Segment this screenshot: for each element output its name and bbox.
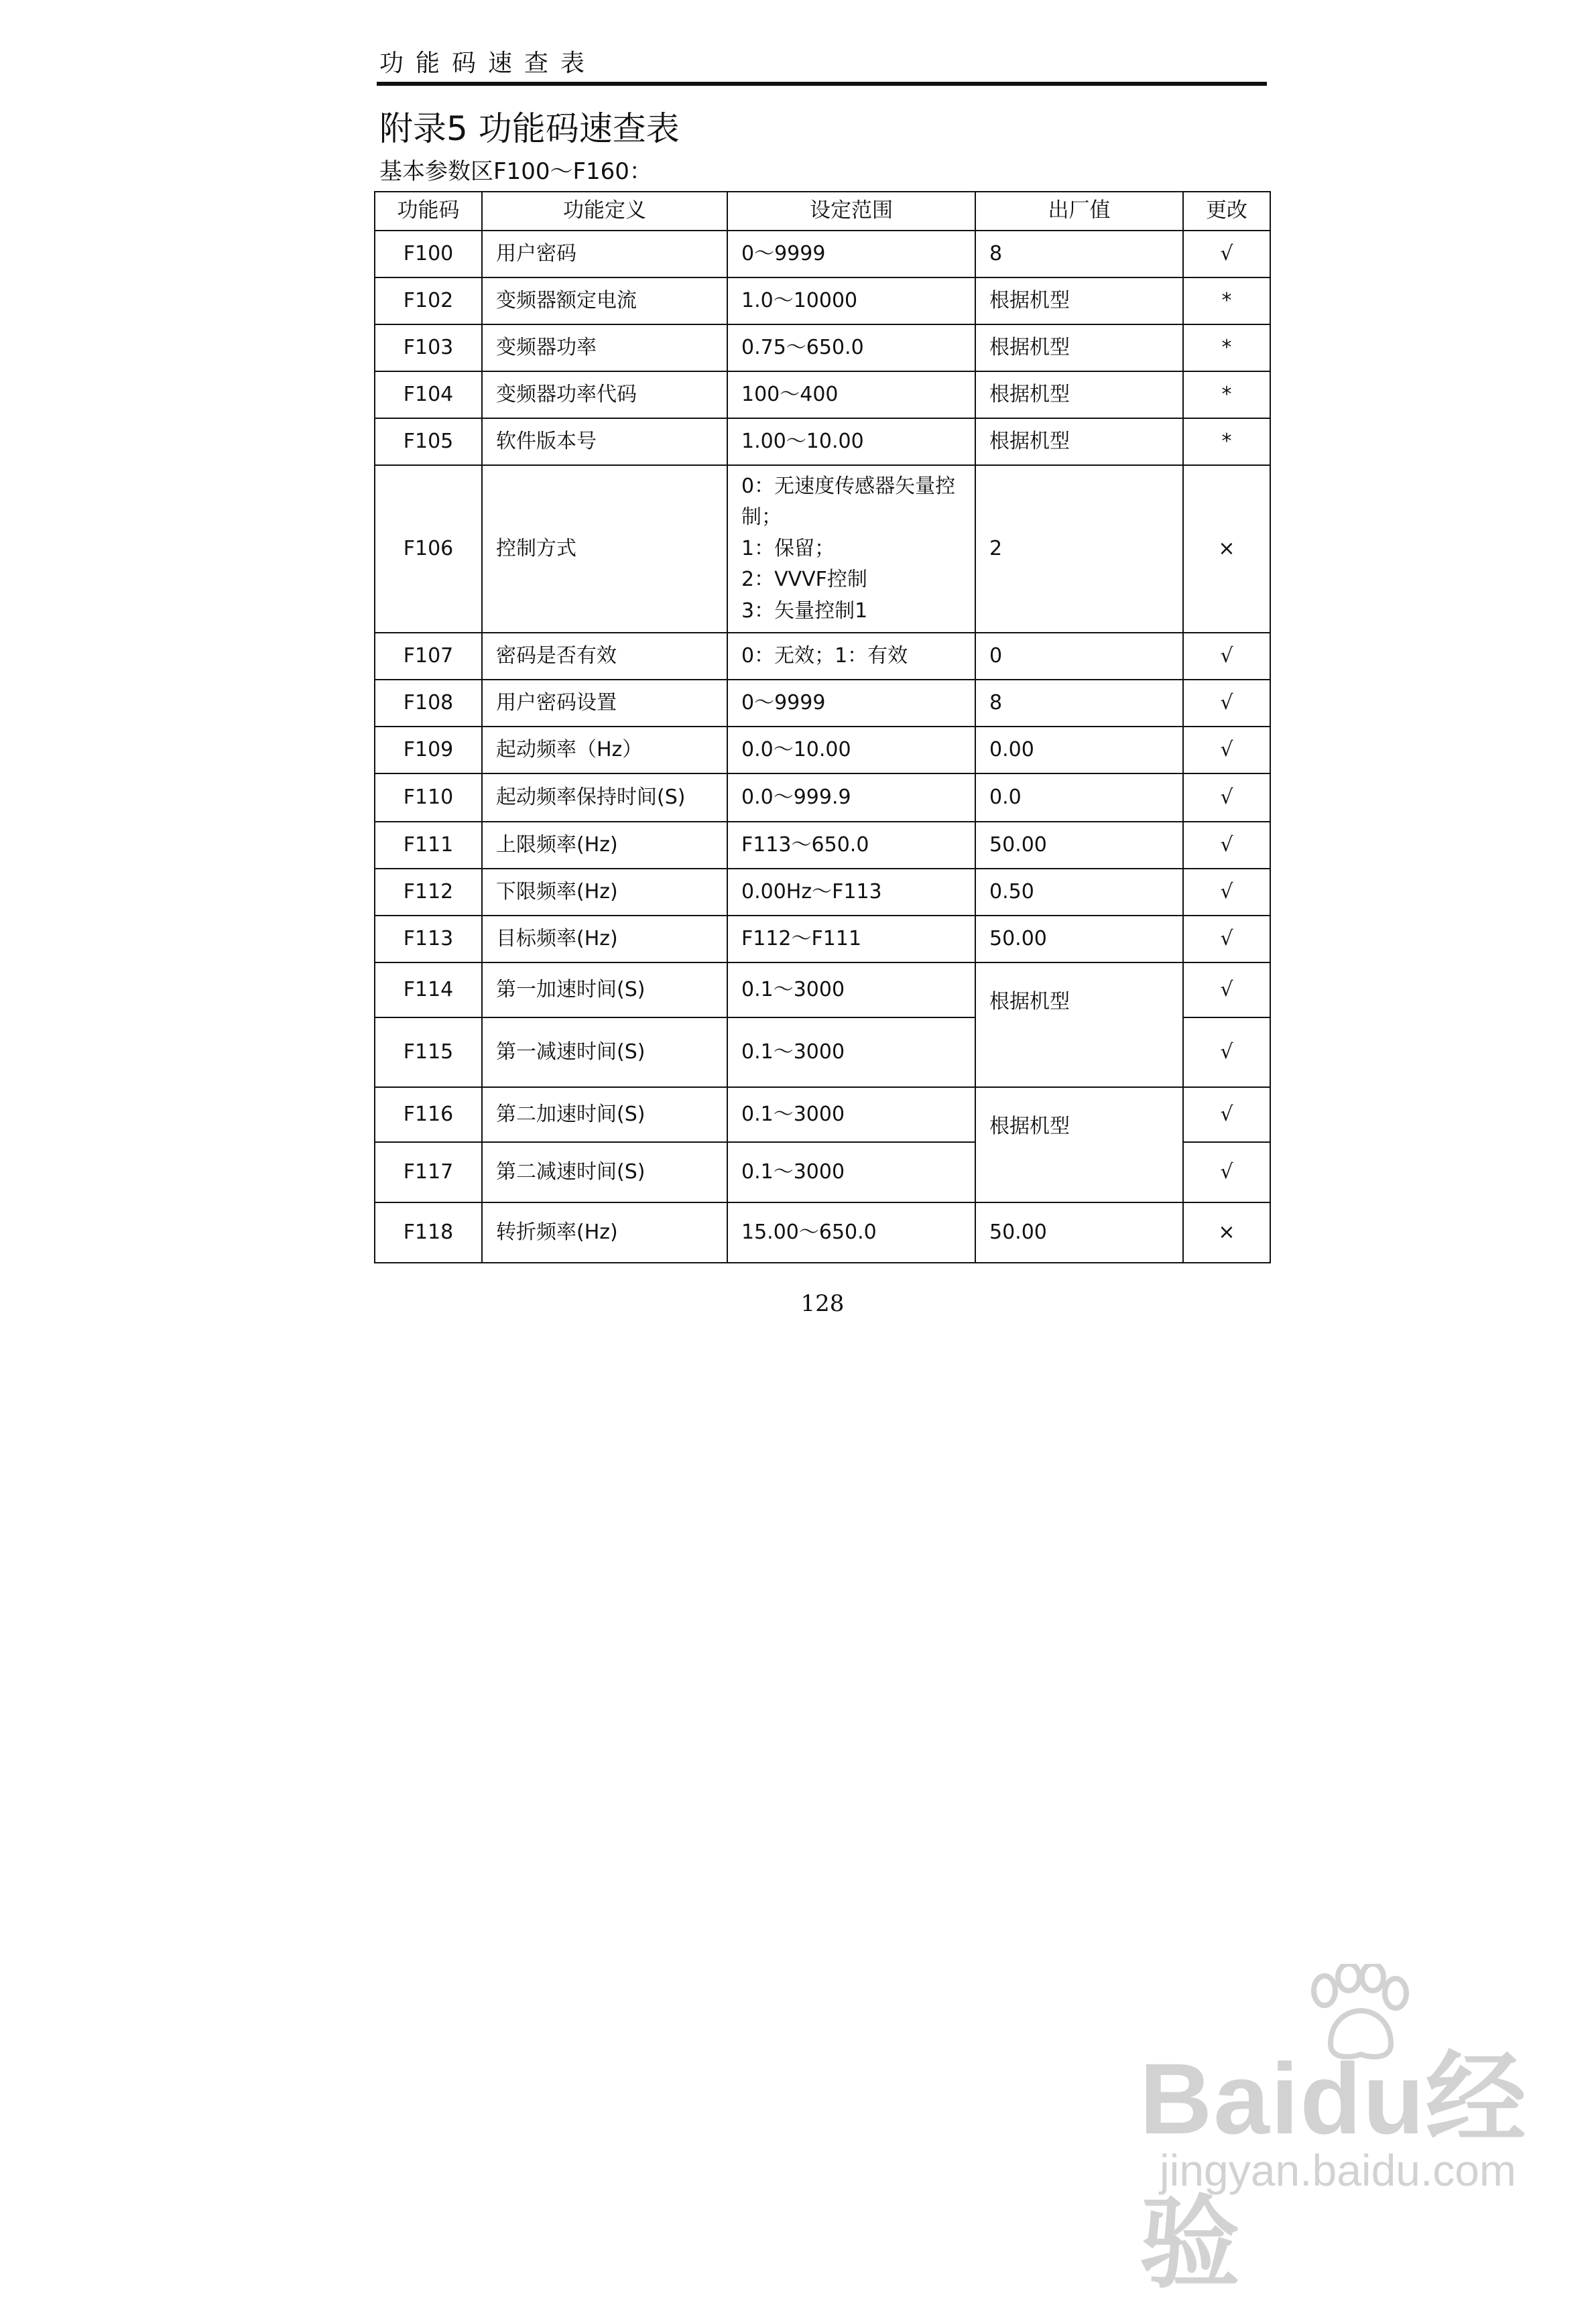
cell-code: F108 [375, 680, 482, 727]
range-line: 1：保留； [741, 536, 835, 560]
table-row [375, 277, 1270, 324]
cell-range: 0.1～3000 [727, 1087, 975, 1142]
table-row [375, 633, 1270, 680]
cell-default: 8 [975, 231, 1183, 277]
header-code: 功能码 [375, 192, 482, 231]
table-row [375, 962, 1270, 1017]
cell-definition: 变频器额定电流 [482, 277, 727, 324]
header-default: 出厂值 [975, 192, 1183, 231]
table-row [375, 465, 1270, 633]
table-row [375, 869, 1270, 916]
cell-modify: * [1183, 418, 1270, 465]
cell-modify: × [1183, 1202, 1270, 1263]
cell-code: F105 [375, 418, 482, 465]
cell-definition: 变频器功率代码 [482, 371, 727, 418]
cell-modify: √ [1183, 727, 1270, 773]
cell-default-merged: 根据机型 [975, 962, 1183, 1087]
cell-modify: √ [1183, 1017, 1270, 1087]
cell-code: F112 [375, 869, 482, 916]
cell-code: F118 [375, 1202, 482, 1263]
cell-modify: * [1183, 371, 1270, 418]
table-row [375, 324, 1270, 371]
table-row [375, 727, 1270, 773]
cell-range: 0.0～999.9 [727, 773, 975, 822]
cell-modify: × [1183, 465, 1270, 633]
cell-modify: * [1183, 277, 1270, 324]
cell-default: 50.00 [975, 1202, 1183, 1263]
cell-modify: √ [1183, 1142, 1270, 1202]
cell-code: F117 [375, 1142, 482, 1202]
cell-range: 0～9999 [727, 231, 975, 277]
cell-modify: * [1183, 324, 1270, 371]
watermark-logo-text: Baidu经验 [1140, 2042, 1528, 2300]
cell-range: 0.1～3000 [727, 1142, 975, 1202]
cell-code: F109 [375, 727, 482, 773]
table-row [375, 418, 1270, 465]
cell-code: F113 [375, 916, 482, 962]
cell-default: 50.00 [975, 916, 1183, 962]
cell-default: 0 [975, 633, 1183, 680]
cell-default: 50.00 [975, 822, 1183, 869]
cell-definition: 软件版本号 [482, 418, 727, 465]
cell-definition: 上限频率(Hz) [482, 822, 727, 869]
cell-modify: √ [1183, 916, 1270, 962]
range-line: 0：无速度传感器矢量控 [741, 474, 956, 498]
running-head-title: 功能码速查表 [379, 50, 597, 77]
cell-modify: √ [1183, 869, 1270, 916]
header-rule [377, 82, 1267, 86]
table-row [375, 680, 1270, 727]
cell-code: F100 [375, 231, 482, 277]
cell-range: F112～F111 [727, 916, 975, 962]
cell-modify: √ [1183, 231, 1270, 277]
cell-range: 0.1～3000 [727, 962, 975, 1017]
cell-default: 根据机型 [975, 418, 1183, 465]
cell-modify: √ [1183, 962, 1270, 1017]
cell-definition: 变频器功率 [482, 324, 727, 371]
table-row [375, 371, 1270, 418]
cell-definition: 控制方式 [482, 465, 727, 633]
cell-range: F113～650.0 [727, 822, 975, 869]
cell-definition: 第二减速时间(S) [482, 1142, 727, 1202]
cell-modify: √ [1183, 822, 1270, 869]
cell-definition: 第一减速时间(S) [482, 1017, 727, 1087]
cell-definition: 下限频率(Hz) [482, 869, 727, 916]
cell-range: 1.00～10.00 [727, 418, 975, 465]
header-definition: 功能定义 [482, 192, 727, 231]
cell-default: 根据机型 [975, 324, 1183, 371]
table-row [375, 916, 1270, 962]
cell-modify: √ [1183, 633, 1270, 680]
range-line: 制； [741, 505, 782, 529]
table-row [375, 1202, 1270, 1263]
cell-range: 0～9999 [727, 680, 975, 727]
range-line: 3：矢量控制1 [741, 599, 868, 623]
cell-code: F115 [375, 1017, 482, 1087]
section-title: 附录5 功能码速查表 [379, 109, 680, 148]
table-header-row [375, 192, 1270, 231]
cell-default: 0.50 [975, 869, 1183, 916]
header-range: 设定范围 [727, 192, 975, 231]
cell-default: 0.0 [975, 773, 1183, 822]
cell-code: F114 [375, 962, 482, 1017]
table-row [375, 1087, 1270, 1142]
cell-code: F102 [375, 277, 482, 324]
cell-modify: √ [1183, 773, 1270, 822]
cell-modify: √ [1183, 680, 1270, 727]
cell-default: 根据机型 [975, 371, 1183, 418]
cell-range: 0.0～10.00 [727, 727, 975, 773]
cell-default: 8 [975, 680, 1183, 727]
cell-range: 1.0～10000 [727, 277, 975, 324]
cell-definition: 转折频率(Hz) [482, 1202, 727, 1263]
baidu-jingyan-watermark [1140, 1964, 1569, 2300]
cell-range: 15.00～650.0 [727, 1202, 975, 1263]
cell-range: 0：无效；1：有效 [727, 633, 975, 680]
cell-code: F104 [375, 371, 482, 418]
page-number: 128 [800, 1290, 845, 1317]
cell-code: F103 [375, 324, 482, 371]
cell-definition: 起动频率（Hz） [482, 727, 727, 773]
cell-definition: 用户密码设置 [482, 680, 727, 727]
cell-definition: 用户密码 [482, 231, 727, 277]
cell-modify: √ [1183, 1087, 1270, 1142]
cell-range: 0.1～3000 [727, 1017, 975, 1087]
cell-code: F110 [375, 773, 482, 822]
cell-code: F116 [375, 1087, 482, 1142]
watermark-url: jingyan.baidu.com [1160, 2145, 1516, 2195]
header-modify: 更改 [1183, 192, 1270, 231]
cell-default: 0.00 [975, 727, 1183, 773]
cell-code: F111 [375, 822, 482, 869]
cell-definition: 第二加速时间(S) [482, 1087, 727, 1142]
table-row [375, 773, 1270, 822]
function-code-table [374, 191, 1271, 1263]
cell-range: 100～400 [727, 371, 975, 418]
cell-range-multiline [727, 465, 975, 633]
cell-definition: 第一加速时间(S) [482, 962, 727, 1017]
cell-definition: 目标频率(Hz) [482, 916, 727, 962]
cell-code: F106 [375, 465, 482, 633]
cell-default: 根据机型 [975, 277, 1183, 324]
table-row [375, 231, 1270, 277]
section-subtitle: 基本参数区F100～F160： [379, 158, 652, 185]
cell-range: 0.75～650.0 [727, 324, 975, 371]
cell-range: 0.00Hz～F113 [727, 869, 975, 916]
cell-default-merged: 根据机型 [975, 1087, 1183, 1202]
table-row [375, 822, 1270, 869]
cell-default: 2 [975, 465, 1183, 633]
cell-code: F107 [375, 633, 482, 680]
cell-definition: 密码是否有效 [482, 633, 727, 680]
cell-definition: 起动频率保持时间(S) [482, 773, 727, 822]
range-line: 2：VVVF控制 [741, 568, 867, 592]
